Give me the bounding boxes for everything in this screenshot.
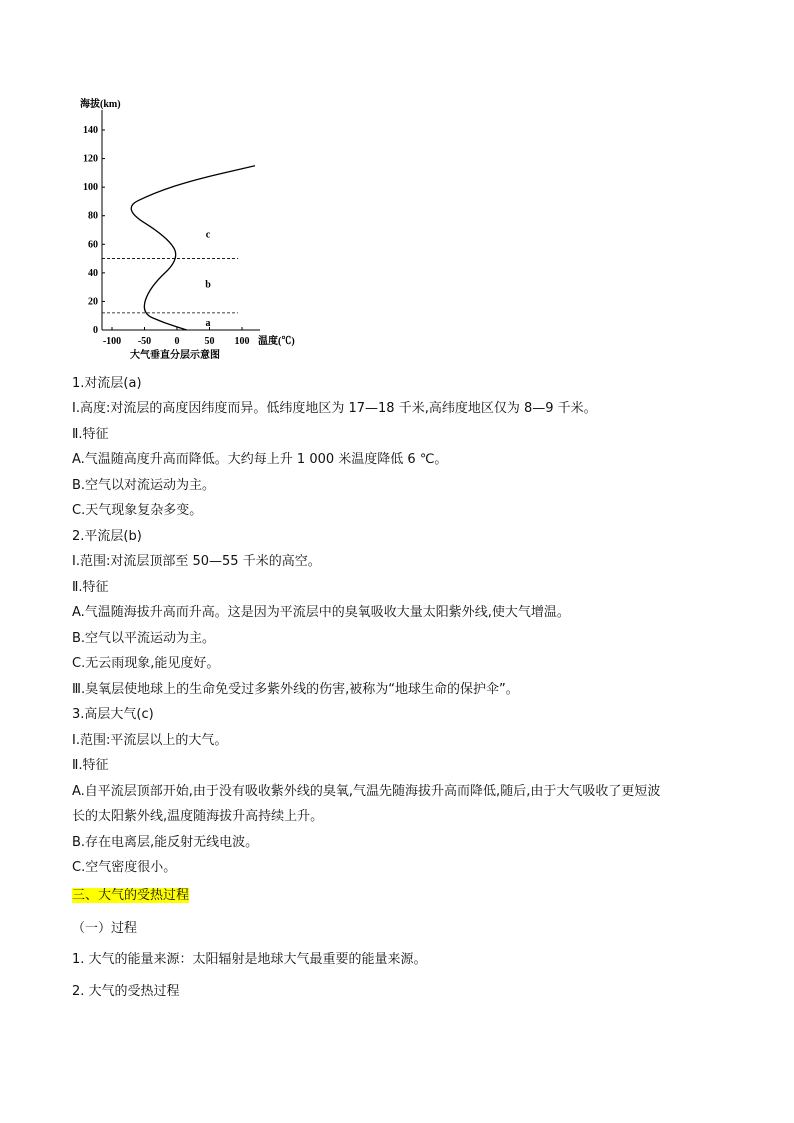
text-line: C.无云雨现象,能见度好。: [72, 656, 220, 671]
layer-label-b: b: [205, 279, 211, 291]
atmosphere-layer-chart: [70, 95, 295, 370]
text-line: 长的太阳紫外线,温度随海拔升高持续上升。: [72, 809, 324, 824]
text-line: Ⅰ.高度:对流层的高度因纬度而异。低纬度地区为 17—18 千米,高纬度地区仅为 8—9 千米。: [72, 401, 597, 416]
text-line: C.空气密度很小。: [72, 860, 177, 875]
temperature-curve: [131, 166, 255, 330]
layer-label-a: a: [205, 317, 211, 329]
text-line: Ⅰ.范围:对流层顶部至 50—55 千米的高空。: [72, 554, 321, 569]
y-tick-label: 0: [93, 325, 98, 336]
y-tick-label: 60: [88, 239, 98, 251]
text-line: 1.对流层(a): [72, 376, 142, 391]
text-line: 2. 大气的受热过程: [72, 984, 180, 999]
x-tick-label: 100: [234, 336, 250, 347]
section-heading: 三、大气的受热过程: [72, 888, 190, 903]
y-axis-label: 海拔(km): [80, 99, 121, 110]
chart-caption: 大气垂直分层示意图: [130, 350, 220, 361]
layer-label-c: c: [205, 229, 211, 241]
x-axis-label: 温度(℃): [258, 336, 295, 347]
text-line: Ⅱ.特征: [72, 758, 109, 773]
text-line: Ⅲ.臭氧层使地球上的生命免受过多紫外线的伤害,被称为“地球生命的保护伞”。: [72, 682, 519, 697]
y-tick-label: 20: [88, 296, 98, 308]
text-line: B.空气以平流运动为主。: [72, 631, 216, 646]
y-tick-label: 120: [83, 153, 98, 165]
x-tick-label: 0: [174, 336, 180, 347]
text-line: B.存在电离层,能反射无线电波。: [72, 835, 259, 850]
y-tick-label: 140: [83, 125, 98, 136]
text-line: A.气温随高度升高而降低。大约每上升 1 000 米温度降低 6 ℃。: [72, 452, 448, 467]
x-tick-label: 50: [204, 336, 215, 347]
text-line: A.自平流层顶部开始,由于没有吸收紫外线的臭氧,气温先随海拔升高而降低,随后,由于大气吸收了更短波: [72, 784, 661, 799]
text-line: B.空气以对流运动为主。: [72, 478, 216, 493]
text-line: 3.高层大气(c): [72, 707, 154, 722]
y-tick-label: 80: [88, 210, 98, 222]
text-line: Ⅱ.特征: [72, 427, 109, 442]
text-line: Ⅱ.特征: [72, 580, 109, 595]
text-line: Ⅰ.范围:平流层以上的大气。: [72, 733, 228, 748]
y-tick-label: 100: [83, 182, 98, 194]
x-tick-label: -100: [102, 336, 122, 347]
x-tick-label: -50: [137, 336, 152, 347]
text-line: C.天气现象复杂多变。: [72, 503, 203, 518]
text-line: 1. 大气的能量来源：太阳辐射是地球大气最重要的能量来源。: [72, 952, 427, 967]
text-line: [72, 887, 189, 905]
text-line: （一）过程: [72, 921, 138, 936]
text-line: A.气温随海拔升高而升高。这是因为平流层中的臭氧吸收大量太阳紫外线,使大气增温。: [72, 605, 570, 620]
text-line: 2.平流层(b): [72, 529, 142, 544]
y-tick-label: 40: [88, 267, 98, 279]
